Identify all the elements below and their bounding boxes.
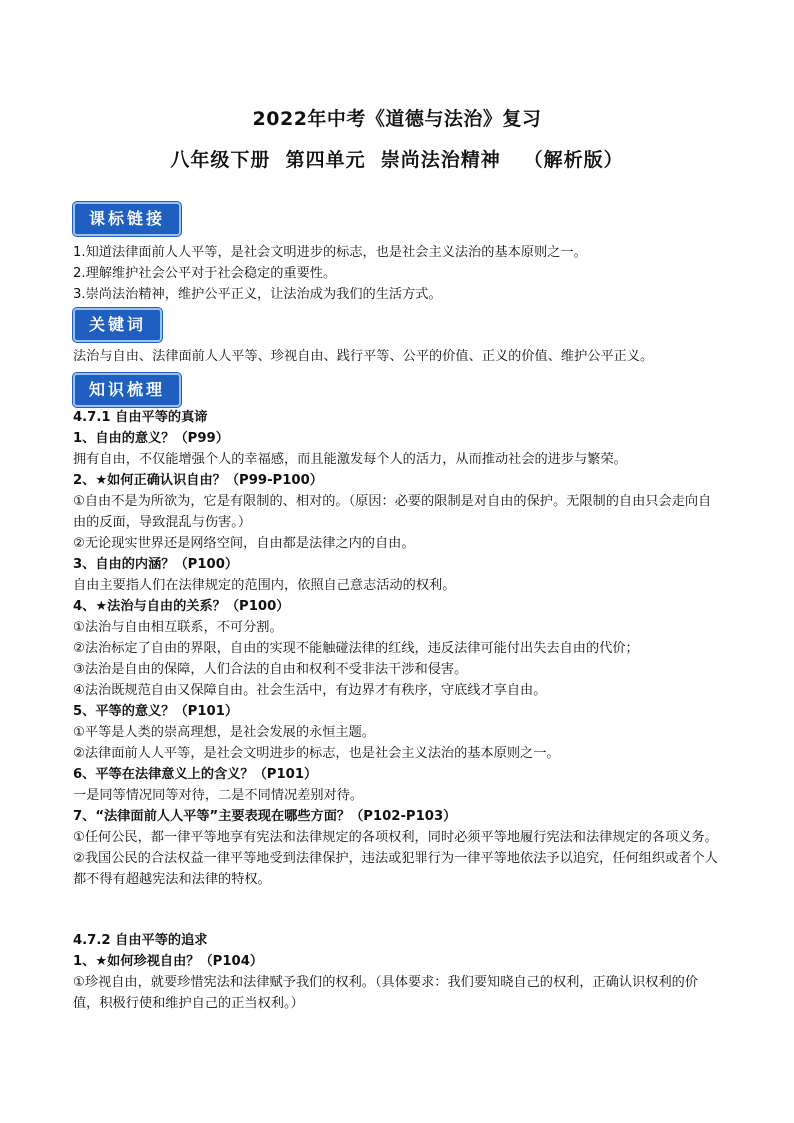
question: 4、★法治与自由的关系？（P100） xyxy=(73,599,290,614)
answer: ②法律面前人人平等，是社会文明进步的标志，也是社会主义法治的基本原则之一。 xyxy=(73,746,560,761)
section-4-7-1 xyxy=(73,407,723,890)
answer: 拥有自由，不仅能增强个人的幸福感，而且能激发每个人的活力，从而推动社会的进步与繁荣。 xyxy=(73,452,627,467)
answer: ②法治标定了自由的界限，自由的实现不能触碰法律的红线，违反法律可能付出失去自由的代价； xyxy=(73,641,639,656)
section-heading: 4.7.1 自由平等的真谛 xyxy=(73,410,208,425)
curriculum-list xyxy=(73,242,723,305)
curriculum-item: 2.理解维护社会公平对于社会稳定的重要性。 xyxy=(73,266,337,281)
question: 6、平等在法律意义上的含义？（P101） xyxy=(73,767,318,782)
answer: ①平等是人类的崇高理想，是社会发展的永恒主题。 xyxy=(73,725,375,740)
answer: 自由主要指人们在法律规定的范围内，依照自己意志活动的权利。 xyxy=(73,578,456,593)
knowledge-badge: 知识梳理 xyxy=(73,373,181,407)
question: 2、★如何正确认识自由？（P99-P100） xyxy=(73,473,323,488)
section-heading: 4.7.2 自由平等的追求 xyxy=(73,933,208,948)
answer: ②我国公民的合法权益一律平等地受到法律保护，违法或犯罪行为一律平等地依法予以追究，任何组织或者个人都不得有超越宪法和法律的特权。 xyxy=(73,851,718,887)
keywords-text: 法治与自由、法律面前人人平等、珍视自由、践行平等、公平的价值、正义的价值、维护公平正义。 xyxy=(73,349,654,364)
keywords-badge: 关键词 xyxy=(73,308,162,342)
section-4-7-2 xyxy=(73,930,723,1014)
curriculum-item: 1.知道法律面前人人平等，是社会文明进步的标志，也是社会主义法治的基本原则之一。 xyxy=(73,245,587,260)
answer: ①法治与自由相互联系，不可分割。 xyxy=(73,620,283,635)
document-subtitle: 八年级下册 第四单元 崇尚法治精神 （解析版） xyxy=(170,149,624,171)
question: 5、平等的意义？（P101） xyxy=(73,704,239,719)
answer: ④法治既规范自由又保障自由。社会生活中，有边界才有秩序，守底线才享自由。 xyxy=(73,683,547,698)
keywords-text-block xyxy=(73,346,723,367)
answer: ②无论现实世界还是网络空间，自由都是法律之内的自由。 xyxy=(73,536,415,551)
question: 1、自由的意义？（P99） xyxy=(73,431,229,446)
answer: ①任何公民，都一律平等地享有宪法和法律规定的各项权利，同时必须平等地履行宪法和法律规定的各项义务。 xyxy=(73,830,718,845)
answer: ③法治是自由的保障，人们合法的自由和权利不受非法干涉和侵害。 xyxy=(73,662,468,677)
answer: ①珍视自由，就要珍惜宪法和法律赋予我们的权利。（具体要求：我们要知晓自己的权利，正确认识权利的价值，积极行使和维护自己的正当权利。） xyxy=(73,975,699,1011)
question: 1、★如何珍视自由？（P104） xyxy=(73,954,264,969)
answer: 一是同等情况同等对待，二是不同情况差别对待。 xyxy=(73,788,364,803)
curriculum-badge: 课标链接 xyxy=(73,202,181,236)
question: 3、自由的内涵？（P100） xyxy=(73,557,239,572)
curriculum-item: 3.崇尚法治精神，维护公平正义，让法治成为我们的生活方式。 xyxy=(73,287,442,302)
question: 7、“法律面前人人平等”主要表现在哪些方面？（P102-P103） xyxy=(73,809,457,824)
document-title: 2022年中考《道德与法治》复习 xyxy=(252,108,542,130)
answer: ①自由不是为所欲为，它是有限制的、相对的。（原因：必要的限制是对自由的保护。无限制的自由只会走向自由的反面，导致混乱与伤害。） xyxy=(73,494,712,530)
